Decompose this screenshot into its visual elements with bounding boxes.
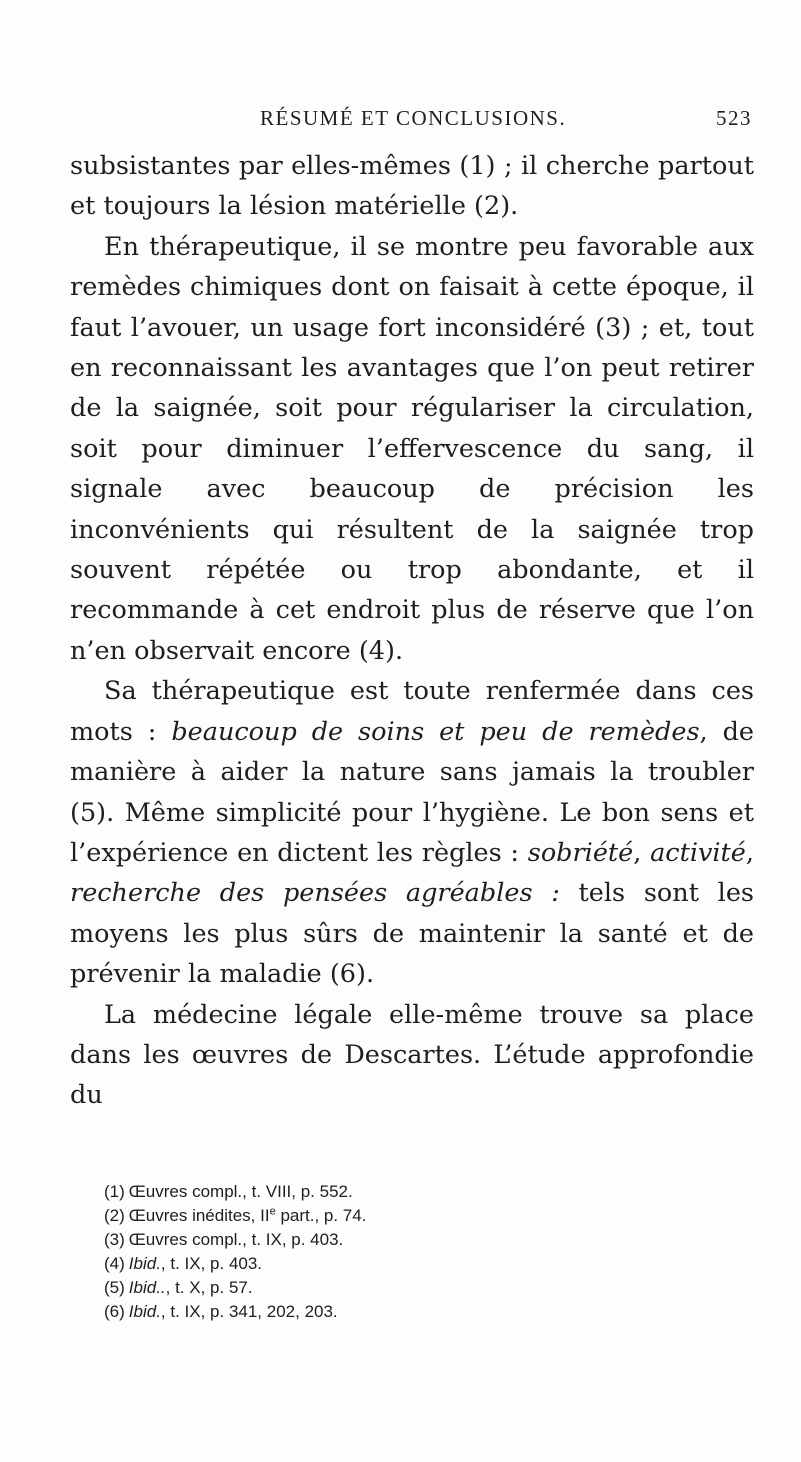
- footnote-number: (5): [104, 1278, 125, 1297]
- paragraph-4: [70, 995, 754, 1116]
- footnote-ibid: Ibid..: [128, 1278, 166, 1297]
- running-head: [70, 106, 752, 136]
- italic-term-activite: activité: [650, 837, 746, 868]
- paragraph-text: , de manière à aider la nature sans jamais la troubler (5). Même simplicité pour l’hygiène. Le bon sens et l’expérience en dictent les règles :: [70, 716, 755, 868]
- footnote-number: (4): [104, 1254, 125, 1273]
- paragraph-text: subsistantes par elles-mêmes (1) ; il cherche partout et toujours la lésion matérielle (2).: [70, 151, 754, 222]
- running-title: RÉSUMÉ ET CONCLUSIONS.: [260, 106, 567, 130]
- paragraph-text: ,: [633, 837, 651, 868]
- italic-term-recherche: recherche des pensées agréables :: [70, 878, 560, 909]
- paragraph-3: [70, 671, 754, 994]
- footnote-1: [104, 1180, 744, 1204]
- footnote-number: (2): [104, 1206, 125, 1225]
- footnote-text: , t. IX, p. 341, 202, 203.: [160, 1302, 338, 1321]
- footnote-4: [104, 1252, 744, 1276]
- page-number: 523: [716, 106, 752, 130]
- footnote-ibid: Ibid.: [128, 1302, 161, 1321]
- footnote-3: [104, 1228, 744, 1252]
- footnote-text: , t. IX, p. 403.: [160, 1254, 263, 1273]
- paragraph-text: La médecine légale elle-même trouve sa place dans les œuvres de Descartes. L’étude approfondie du: [70, 999, 754, 1111]
- paragraph-1: [70, 146, 754, 227]
- italic-quote: beaucoup de soins et peu de remèdes: [171, 716, 700, 747]
- paragraph-text: En thérapeutique, il se montre peu favorable aux remèdes chimiques dont on faisait à cette époque, il faut l’avouer, un usage fort inconsidéré (3) ; et, tout en reconnaissant les avantages que l’on peut retirer de la saignée, soit pour régulariser la circulation, soit pour diminuer l’effervescence du sang, il signale avec beaucoup de précision les inconvénients qui résultent de la saignée trop souvent répétée ou trop abondante, et il recommande à cet endroit plus de réserve que l’on n’en observait encore (4).: [70, 231, 754, 666]
- footnote-text: Œuvres compl., t. VIII, p. 552.: [128, 1182, 353, 1201]
- footnote-6: [104, 1300, 744, 1324]
- footnote-number: (6): [104, 1302, 125, 1321]
- footnotes: [104, 1180, 744, 1324]
- paragraph-text: ,: [745, 837, 754, 868]
- paragraph-2: [70, 227, 754, 671]
- footnote-text: Œuvres compl., t. IX, p. 403.: [128, 1230, 344, 1249]
- footnote-text: Œuvres inédites, II: [128, 1206, 270, 1225]
- footnote-2: [104, 1204, 744, 1228]
- footnote-number: (1): [104, 1182, 125, 1201]
- footnote-superscript: e: [269, 1205, 276, 1218]
- paragraph-text: tels sont les moyens les plus sûrs de maintenir la santé et de prévenir la maladie (6).: [70, 878, 754, 990]
- footnote-number: (3): [104, 1230, 125, 1249]
- footnote-ibid: Ibid.: [128, 1254, 161, 1273]
- body-text: [70, 146, 754, 1116]
- italic-term-sobriete: sobriété: [527, 837, 634, 868]
- footnote-5: [104, 1276, 744, 1300]
- footnote-text: part., p. 74.: [275, 1206, 367, 1225]
- footnote-text: , t. X, p. 57.: [165, 1278, 253, 1297]
- paragraph-text: Sa thérapeutique est toute renfermée dans ces mots :: [70, 676, 754, 747]
